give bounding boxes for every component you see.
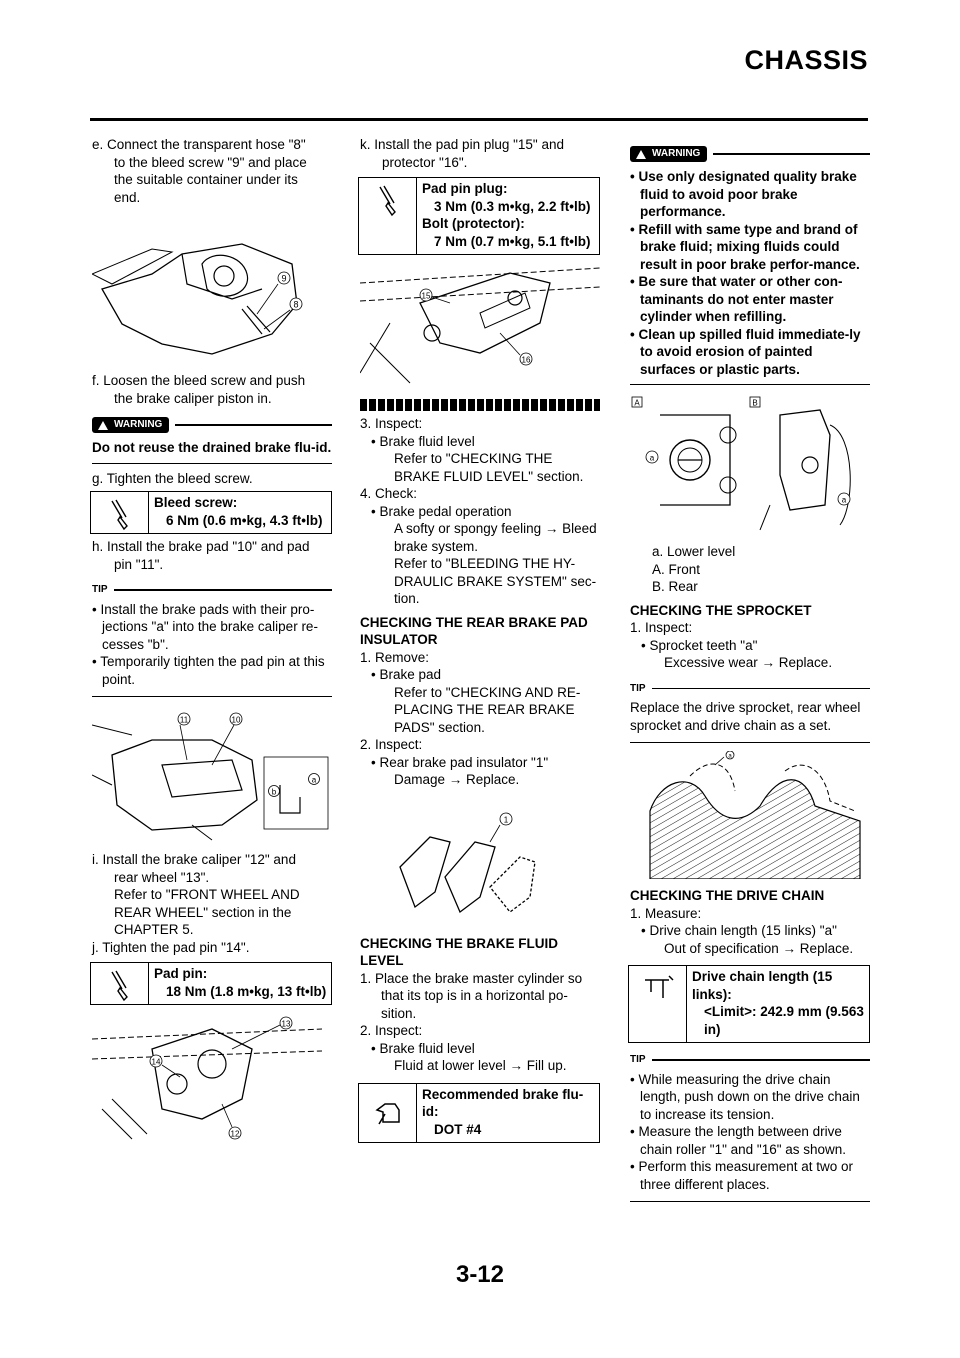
section-heading-chain: CHECKING THE DRIVE CHAIN xyxy=(630,888,825,903)
figure-protector xyxy=(360,263,600,391)
warning-bullet: • Be sure that water or other con-taminants do not enter master cylinder when refilling. xyxy=(630,274,843,324)
spec-value: 18 Nm (1.8 m•kg, 13 ft•lb) xyxy=(166,983,327,999)
warning-bullet: • Clean up spilled fluid immediate-ly to avoid erosion of painted surfaces or plastic parts. xyxy=(630,326,861,377)
torque-wrench-icon xyxy=(91,963,149,1004)
pad-insulator-illustration xyxy=(360,797,600,927)
fig3-label: 14 xyxy=(151,1057,161,1067)
step-e-line: end. xyxy=(114,189,141,205)
step-i-line: rear wheel "13". xyxy=(114,869,210,885)
spec-box-pad-pin xyxy=(90,962,332,1005)
step-3-text: Refer to "CHECKING THE BRAKE FLUID LEVEL" section. xyxy=(394,451,584,484)
tip-bullet: • While measuring the drive chain length, push down on the drive chain to increase its tension. xyxy=(630,1071,860,1122)
bleed-screw-illustration xyxy=(92,214,332,364)
tip-header: TIP xyxy=(630,1051,870,1069)
tip-bullet: • Perform this measurement at two or three different places. xyxy=(630,1159,854,1192)
fig6-label: a xyxy=(649,453,655,463)
fig4-label: 16 xyxy=(521,355,531,365)
oil-can-icon xyxy=(359,1084,417,1143)
tip-body xyxy=(630,1071,870,1203)
fig6-label: A xyxy=(634,398,640,408)
step-j-line: j. Tighten the pad pin "14". xyxy=(92,939,250,955)
fig3-label: 12 xyxy=(230,1129,240,1139)
warning-bullet: • Refill with same type and brand of brake fluid; mixing fluids could result in poor brake perfor-mance. xyxy=(630,221,860,272)
fig6-label: B xyxy=(752,398,758,408)
spec-title: Recommended brake flu-id: xyxy=(422,1086,584,1119)
spec-box-bleed-screw xyxy=(90,491,332,534)
end-of-warning-triangles xyxy=(360,399,600,411)
warning-body xyxy=(630,168,870,385)
step-2-text: Damage → Replace. xyxy=(394,772,520,787)
figure-legend-item: A. Front xyxy=(652,561,701,577)
master-cylinder-illustration xyxy=(630,395,870,535)
caliper-illustration xyxy=(92,1009,332,1141)
header-rule xyxy=(90,118,868,121)
step-2: 2. Inspect: xyxy=(360,737,423,752)
step-h-line: pin "11". xyxy=(114,556,164,572)
fig2-label: 10 xyxy=(231,715,241,725)
figure-master-cylinder xyxy=(630,395,870,535)
step-e-line: the suitable container under its xyxy=(114,172,298,187)
step-4-text: Refer to "BLEEDING THE HY-DRAULIC BRAKE SYSTEM" sec-tion. xyxy=(394,556,597,606)
spec-title: Pad pin plug: xyxy=(422,181,508,196)
torque-wrench-icon xyxy=(91,492,149,533)
step-k-line: protector "16". xyxy=(382,154,468,170)
step-e-line: e. Connect the transparent hose "8" xyxy=(92,137,306,152)
step-g-line: g. Tighten the bleed screw. xyxy=(92,470,253,486)
fig7-label: a xyxy=(728,753,732,760)
column-1 xyxy=(92,136,332,1149)
step-4-bullet: • Brake pedal operation xyxy=(371,503,512,519)
figure-pad-insulator xyxy=(360,797,600,927)
brake-pad-illustration xyxy=(92,705,332,843)
step-f-line: the brake caliper piston in. xyxy=(114,390,272,406)
spec-title: Bleed screw: xyxy=(154,495,238,510)
fig1-label: 9 xyxy=(281,273,287,284)
step-1-text: Excessive wear → Replace. xyxy=(664,655,833,670)
step-1-text: Out of specification → Replace. xyxy=(664,940,854,956)
fig1-label: 8 xyxy=(293,299,299,310)
tip-header: TIP xyxy=(630,680,870,698)
spec-title: Pad pin: xyxy=(154,966,208,981)
step-i-line: CHAPTER 5. xyxy=(114,922,194,937)
figure-caliper-install xyxy=(92,1009,332,1141)
step-4-text: A softy or spongy feeling → Bleed brake system. xyxy=(394,521,597,554)
caliper-gauge-icon xyxy=(629,966,687,1042)
step-1: 1. Place the brake master cylinder so that its top is in a horizontal po-sition. xyxy=(360,970,583,1021)
step-i-line: i. Install the brake caliper "12" and xyxy=(92,852,296,867)
step-h-line: h. Install the brake pad "10" and pad xyxy=(92,539,310,554)
figure-legend-item: a. Lower level xyxy=(652,544,736,559)
step-1-bullet: • Sprocket teeth "a" xyxy=(641,637,758,653)
step-1-text: Refer to "CHECKING AND RE-PLACING THE REAR BRAKE PADS" section. xyxy=(394,684,581,735)
figure-sprocket-teeth xyxy=(630,751,870,879)
spec-box-pad-pin-plug xyxy=(358,177,600,255)
warning-badge: WARNING xyxy=(92,417,169,433)
protector-illustration xyxy=(360,263,600,391)
step-k-line: k. Install the pad pin plug "15" and xyxy=(360,137,564,152)
fig2-label: b xyxy=(271,787,277,797)
step-2-bullet: • Rear brake pad insulator "1" xyxy=(371,754,549,770)
spec-value: 3 Nm (0.3 m•kg, 2.2 ft•lb) xyxy=(434,198,591,214)
spec-value: <Limit>: 242.9 mm (9.563 in) xyxy=(704,1004,864,1037)
step-4: 4. Check: xyxy=(360,486,418,501)
warning-header xyxy=(92,417,332,433)
fig6-label: a xyxy=(841,495,847,505)
section-heading-insulator: CHECKING THE REAR BRAKE PAD INSULATOR xyxy=(360,614,588,647)
spec-title: Drive chain length (15 links): xyxy=(692,969,833,1002)
step-i-line: Refer to "FRONT WHEEL AND xyxy=(114,887,300,902)
warning-icon xyxy=(636,150,646,159)
spec-value: DOT #4 xyxy=(434,1121,482,1137)
column-3 xyxy=(630,146,870,1210)
step-1: 1. Inspect: xyxy=(630,620,693,635)
step-f-line: f. Loosen the bleed screw and push xyxy=(92,373,306,388)
tip-body: Replace the drive sprocket, rear wheel sprocket and drive chain as a set. xyxy=(630,699,870,743)
figure-legend-item: B. Rear xyxy=(652,579,698,594)
spec-box-brake-fluid xyxy=(358,1083,600,1144)
figure-bleed-screw xyxy=(92,214,332,364)
tip-body xyxy=(92,601,332,698)
warning-bullet: • Use only designated quality brake fluid to avoid poor brake performance. xyxy=(630,169,857,219)
section-heading-fluid: CHECKING THE BRAKE FLUID LEVEL xyxy=(360,935,558,968)
spec-value: 7 Nm (0.7 m•kg, 5.1 ft•lb) xyxy=(434,233,591,249)
warning-text: Do not reuse the drained brake flu-id. xyxy=(92,439,332,464)
step-1-bullet: • Brake pad xyxy=(371,667,442,682)
spec-title: Bolt (protector): xyxy=(422,216,525,231)
step-1: 1. Remove: xyxy=(360,649,430,665)
fig3-label: 13 xyxy=(281,1019,291,1029)
step-2-text: Fluid at lower level → Fill up. xyxy=(394,1058,567,1073)
step-1: 1. Measure: xyxy=(630,905,702,921)
figure-brake-pad-install xyxy=(92,705,332,843)
step-3: 3. Inspect: xyxy=(360,416,423,431)
fig2-label: 11 xyxy=(179,715,189,725)
fig5-label: 1 xyxy=(503,815,509,824)
step-1-bullet: • Drive chain length (15 links) "a" xyxy=(641,923,837,938)
spec-box-drive-chain xyxy=(628,965,870,1043)
column-2 xyxy=(360,136,600,1147)
warning-badge: WARNING xyxy=(630,146,707,162)
warning-header xyxy=(630,146,870,162)
tip-bullet: • Measure the length between drive chain roller "1" and "16" as shown. xyxy=(630,1124,847,1157)
tip-header: TIP xyxy=(92,581,332,599)
page-title: CHASSIS xyxy=(744,45,868,75)
sprocket-teeth-illustration xyxy=(630,751,870,879)
page-number: 3-12 xyxy=(455,1261,505,1288)
step-2: 2. Inspect: xyxy=(360,1023,423,1038)
step-i-line: REAR WHEEL" section in the xyxy=(114,904,292,920)
fig2-label: a xyxy=(311,775,317,785)
tip-bullet: • Install the brake pads with their pro-jections "a" into the brake caliper re-cesses "b". xyxy=(92,601,318,652)
warning-icon xyxy=(98,421,108,430)
step-e-line: to the bleed screw "9" and place xyxy=(114,154,307,170)
torque-wrench-icon xyxy=(359,178,417,254)
step-2-bullet: • Brake fluid level xyxy=(371,1040,475,1056)
spec-value: 6 Nm (0.6 m•kg, 4.3 ft•lb) xyxy=(166,512,323,528)
tip-bullet: • Temporarily tighten the pad pin at this point. xyxy=(92,654,325,687)
section-heading-sprocket: CHECKING THE SPROCKET xyxy=(630,602,812,618)
fig4-label: 15 xyxy=(421,291,431,301)
step-3-bullet: • Brake fluid level xyxy=(371,433,475,449)
